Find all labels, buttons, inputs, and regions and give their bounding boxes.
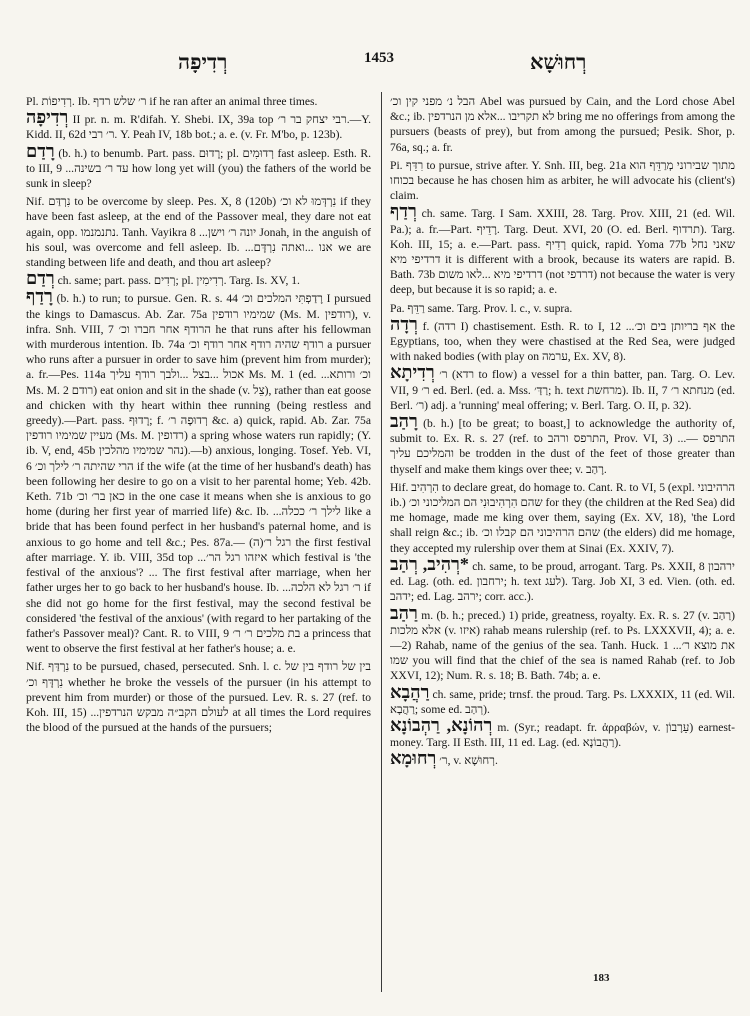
entry-headword: רְדָה bbox=[390, 313, 418, 334]
entry-headword: רְדַם bbox=[26, 268, 55, 289]
footer-page-number: 183 bbox=[593, 972, 610, 984]
entry-text: Hif. הִרְהִיב to declare great, do homage to. Cant. R. to VI, 5 (expl. הרהיבוני ib.) שהם הִרְהִיבוּנִי הם המליכוני וכ׳ for they (the children at the Red Sea) did me homage, made me king over them, saying (Ex. XV, 18), 'the Lord shall reign &c.; ib. שהם הרהיבוני הם קבלו וכ׳ (the elders) did me homage, they accepted my rulership over them at Sinai (Ex. XXIV, 7). bbox=[390, 480, 735, 555]
header-guide-word-left: רְדִיפָה bbox=[178, 50, 228, 74]
entry-headword: רָהַב bbox=[390, 411, 418, 432]
dictionary-entry bbox=[390, 362, 735, 413]
entry-text: ch. same, pride; trnsf. the proud. Targ. Ps. LXXXIX, 11 (ed. Wil. רַהֲבָא; some ed. רְהַב). bbox=[390, 687, 735, 716]
entry-text: ch. same, to be proud, arrogant. Targ. Ps. XXII, 8 ירהבון ed. Lag. (oth. ed. ירחבון; h. text לעג). Targ. Job XI, 3 ed. Vien. (oth. ed. ידהב; ed. Lag. ירהב; corr. acc.). bbox=[390, 559, 735, 604]
header-page-number: 1453 bbox=[364, 50, 394, 66]
entry-headword: רְדִיתָא bbox=[390, 362, 435, 383]
entry-headword: רְהוֹנָא, רַהְבוֹנָא bbox=[390, 714, 493, 735]
entry-text: ch. same. Targ. I Sam. XXIII, 28. Targ. Prov. XIII, 21 (ed. Wil. Pa.); a. fr.—Part. רָדֵיף. Targ. Deut. XVI, 20 (O. ed. Berl. תרדוף). Targ. Koh. III, 15; a. e.—Part. pass. רְדִיף quick, rapid. Yoma 77b שאני נחל דרדיפי מיא it is different with a brook, because its waters are rapid. B. Bath. 73b דרדיפי מיא ...לאו משום (not דרדפי) not because the water is very deep, but because it is so rapid; a. e. bbox=[390, 207, 735, 297]
entry-text: Nif. נִרְדַּם to be overcome by sleep. Pes. X, 8 (120b) נִרְדְּמוּ לא וכ׳ if they have been fast asleep, at the end of the Passover meal, they dare not eat again, opp. נתנמנמו. Tanh. Vayikra 8 ...יונה ר׳ וישן Jonah, in the anguish of his soul, was overcome and fell asleep. Ib. ...אנו ...ואתה נִרְדָּם we are standing between life and death, and thou art asleep? bbox=[26, 195, 371, 270]
dictionary-entry bbox=[26, 192, 371, 270]
dictionary-entry bbox=[390, 411, 735, 477]
entry-headword: רְדִיפָה bbox=[26, 107, 69, 128]
left-column bbox=[26, 92, 371, 1002]
entry-headword: רָדַם bbox=[26, 140, 55, 161]
entry-text: ר׳, v. רְחוּשָׁא. bbox=[439, 754, 498, 768]
dictionary-entry bbox=[390, 748, 735, 769]
dictionary-entry bbox=[26, 107, 371, 142]
dictionary-entry bbox=[390, 714, 735, 750]
entry-headword: רַהַב bbox=[390, 602, 418, 623]
entry-text: Pi. רִדֵּף to pursue, strive after. Y. Snh. III, beg. 21a מתוך שבירוני מְרַדֵּף הוא בכוחו because he has chosen him as arbiter, he will advocate his (client's) claim. bbox=[390, 158, 735, 203]
entry-text: m. (Syr.; readapt. fr. ἀρραβών, v. עֵרָבוֹן) earnest-money. Targ. II Esth. III, 11 ed. Lag. (ed. רַהֲבוֹנָא). bbox=[390, 720, 735, 750]
dictionary-entry bbox=[26, 268, 371, 289]
entry-text: Pl. רְדִיפוֹת. Ib. ר׳ שלש רדף if he ran after an animal three times. bbox=[26, 95, 318, 108]
dictionary-entry bbox=[26, 657, 371, 735]
entry-text: (b. h.) [to be great; to boast,] to acknowledge the authority of, submit to. Ex. R. s. 27 (ref. to התרפס ורהב, Prov. VI, 3) ...התרפס — והמליכם עליך be trodden in the dust of the feet of those greater than thyself and make them kings over thee; v. רָהַב. bbox=[390, 417, 735, 476]
entry-headword: רְדַף bbox=[390, 201, 417, 222]
dictionary-entry bbox=[26, 92, 371, 109]
dictionary-entry bbox=[390, 92, 735, 155]
dictionary-entry bbox=[390, 156, 735, 204]
entry-headword: רַהֲבָא bbox=[390, 681, 430, 702]
column-divider bbox=[381, 92, 382, 992]
dictionary-entry bbox=[390, 553, 735, 605]
running-header bbox=[0, 50, 750, 82]
entry-text: (b. h.) to run; to pursue. Gen. R. s. 44 רָדַפְתִּי המלכים וכ׳ I pursued the kings to Damascus. Ab. Zar. 75a שמימיו רודפין (Ms. M. רודפין), v. infra. Snh. VIII, 7 הרודף אחר חברו וכ׳ he that runs after his fellowman with murderous intention. Ib. 74a רודף שהיה רודף אחר רודף וכ׳ a pursuer who runs after a pursuer in order to save him (prevent him from murder); a. fr.—Pes. 114a אכול ...בצל ...ולבך רודף עליך Ms. M. 1 (ed. ...וכ׳ ורותא Ms. M. 2 רודם) eat onion and sit in the shade (v. צֵל), rather than eat goose and chicken with thy heart within thee running (being restless and greedy).—Part. pass. רָדוּף; f. רְדוּפָה ר׳ &c. a) quick, rapid. Ab. Zar. 75a מעיין שמימיו רודפין (Ms. M. רדופין) a spring whose waters run rapidly; (Y. ib. V, end, 45b נהר שמימיו מהלכין).—b) anxious, longing. Tosef. Yeb. VI, 6 הרי שהיתה ר׳ לילך וכ׳ if the wife (at the time of her husband's death) has been following her desire to go on a visit to her parental home; Yeb. 42b. Keth. 71b כאן בר׳ וכ׳ in the one case it means when she is anxious to go home (during her first year of married life) &c. Ib. ...לילך ר׳ ככלה like a bride that has been found perfect in her husband's paternal home, and is anxious to go home and tell &c.; Pes. 87a.— (ה)רגל ר׳ the first festival after marriage. Y. ib. VIII, 35d top ...איזהו רגל הר׳ which festival is 'the festival of the anxious'? ... The first festival after marriage, when her father urges her to go back to her husband's house. Ib. ...ר׳ רגל לא הלכה if she did not go home for the first festival, may the second festival be considered 'the festival of the anxious' (with regard to her partaking of the father's Passover meal)? Cant. R. to VIII, 9 בת מלכים ר׳ ר׳ a princess that went to observe the first festival at her father's house; a. e. bbox=[26, 292, 371, 656]
entry-text: II pr. n. m. R'difah. Y. Shebi. IX, 39a top רבי יצחק בר ר׳.—Y. Kidd. II, 62d ר׳ רבי. Y. Peah IV, 18b bot.; a. e. (v. Fr. M'bo, p. 123b). bbox=[26, 113, 371, 142]
entry-text: Nif. נִרְדַּף to be pursued, chased, persecuted. Snh. l. c. בין של רודף בין של נִרְדָּף וכ׳ whether he broke the vessels of the pursuer (in his attempt to prevent him from murder) or those of the pursued. Lev. R. s. 27 (ref. to Koh. III, 15) ...לעולם הקב״ה מבקש הנרדפין at all times the Lord requires the blood of the pursued at the hands of the pursuers; bbox=[26, 660, 371, 735]
dictionary-entry bbox=[26, 286, 371, 656]
dictionary-entry bbox=[390, 299, 735, 316]
dictionary-entry bbox=[390, 681, 735, 717]
entry-text: ch. same; part. pass. רְדִים; pl. רְדִימִין. Targ. Is. XV, 1. bbox=[57, 274, 300, 288]
entry-headword: *רְהִיב, רְהַב bbox=[390, 553, 469, 574]
entry-headword: רְחוּמָא bbox=[390, 748, 437, 769]
dictionary-entry bbox=[26, 140, 371, 192]
entry-text: הבל נ׳ מפני קין וכ׳ Abel was pursued by Cain, and the Lord chose Abel &c.; ib. לא תקריבו ...אלא מן הנרדפין bring me no offerings from among the pursuers (beasts of prey), but from among the pursued; Pesik. Shor, p. 76a, sq.; a. fr. bbox=[390, 95, 735, 154]
entry-text: (b. h.) to benumb. Part. pass. רָדוּם; pl. רְדוּמִים fast asleep. Esth. R. to III, 9 ...עד ר׳ בשינה how long yet will (you) the fathers of the world be sunk in sleep? bbox=[26, 146, 371, 191]
dictionary-entry bbox=[390, 602, 735, 684]
entry-text: ר׳ (רדא to flow) a vessel for a thin batter, pan. Targ. O. Lev. VII, 9 ר׳ ed. Berl. (ed. a. Mss. רַדַּ׳; h. text מרחשת). Ib. II, 7 מנחתא ר׳ (ed. Berl. ר׳) adj. a 'running' meal offering; v. Berl. Targ. O. II, p. 32). bbox=[390, 368, 735, 412]
right-column bbox=[390, 92, 735, 1002]
dictionary-entry bbox=[390, 201, 735, 297]
entry-headword: רָדַף bbox=[26, 286, 53, 307]
entry-text: f. (רדה I) chastisement. Esth. R. to I, 12 ...אף בריותן בים וכ׳ the Egyptians, too, when they were chastised at the Red Sea, were judged with naked bodies (with play on ערמה, Ex. XV, 8). bbox=[390, 319, 735, 364]
entry-text: Pa. רַדֵּף same. Targ. Prov. l. c., v. supra. bbox=[390, 301, 573, 315]
entry-text: m. (b. h.; preced.) 1) pride, greatness, royalty. Ex. R. s. 27 (v. רַהַב) אלא מלכות (v. איזו) rahab means rulership (ref. to Ps. LXXXVII, 4); a. e.—2) Rahab, name of the genius of the sea. Tanh. Huck. 1 ...את מוצא ר׳ שמו you will find that the chief of the sea is named Rahab (ref. to Job XXVI, 12); Num. R. s. 18; B. Bath. 74b; a. e. bbox=[390, 608, 735, 683]
dictionary-entry bbox=[390, 313, 735, 365]
header-guide-word-right: רְחוּשָׁא bbox=[530, 50, 587, 74]
dictionary-entry bbox=[390, 478, 735, 556]
